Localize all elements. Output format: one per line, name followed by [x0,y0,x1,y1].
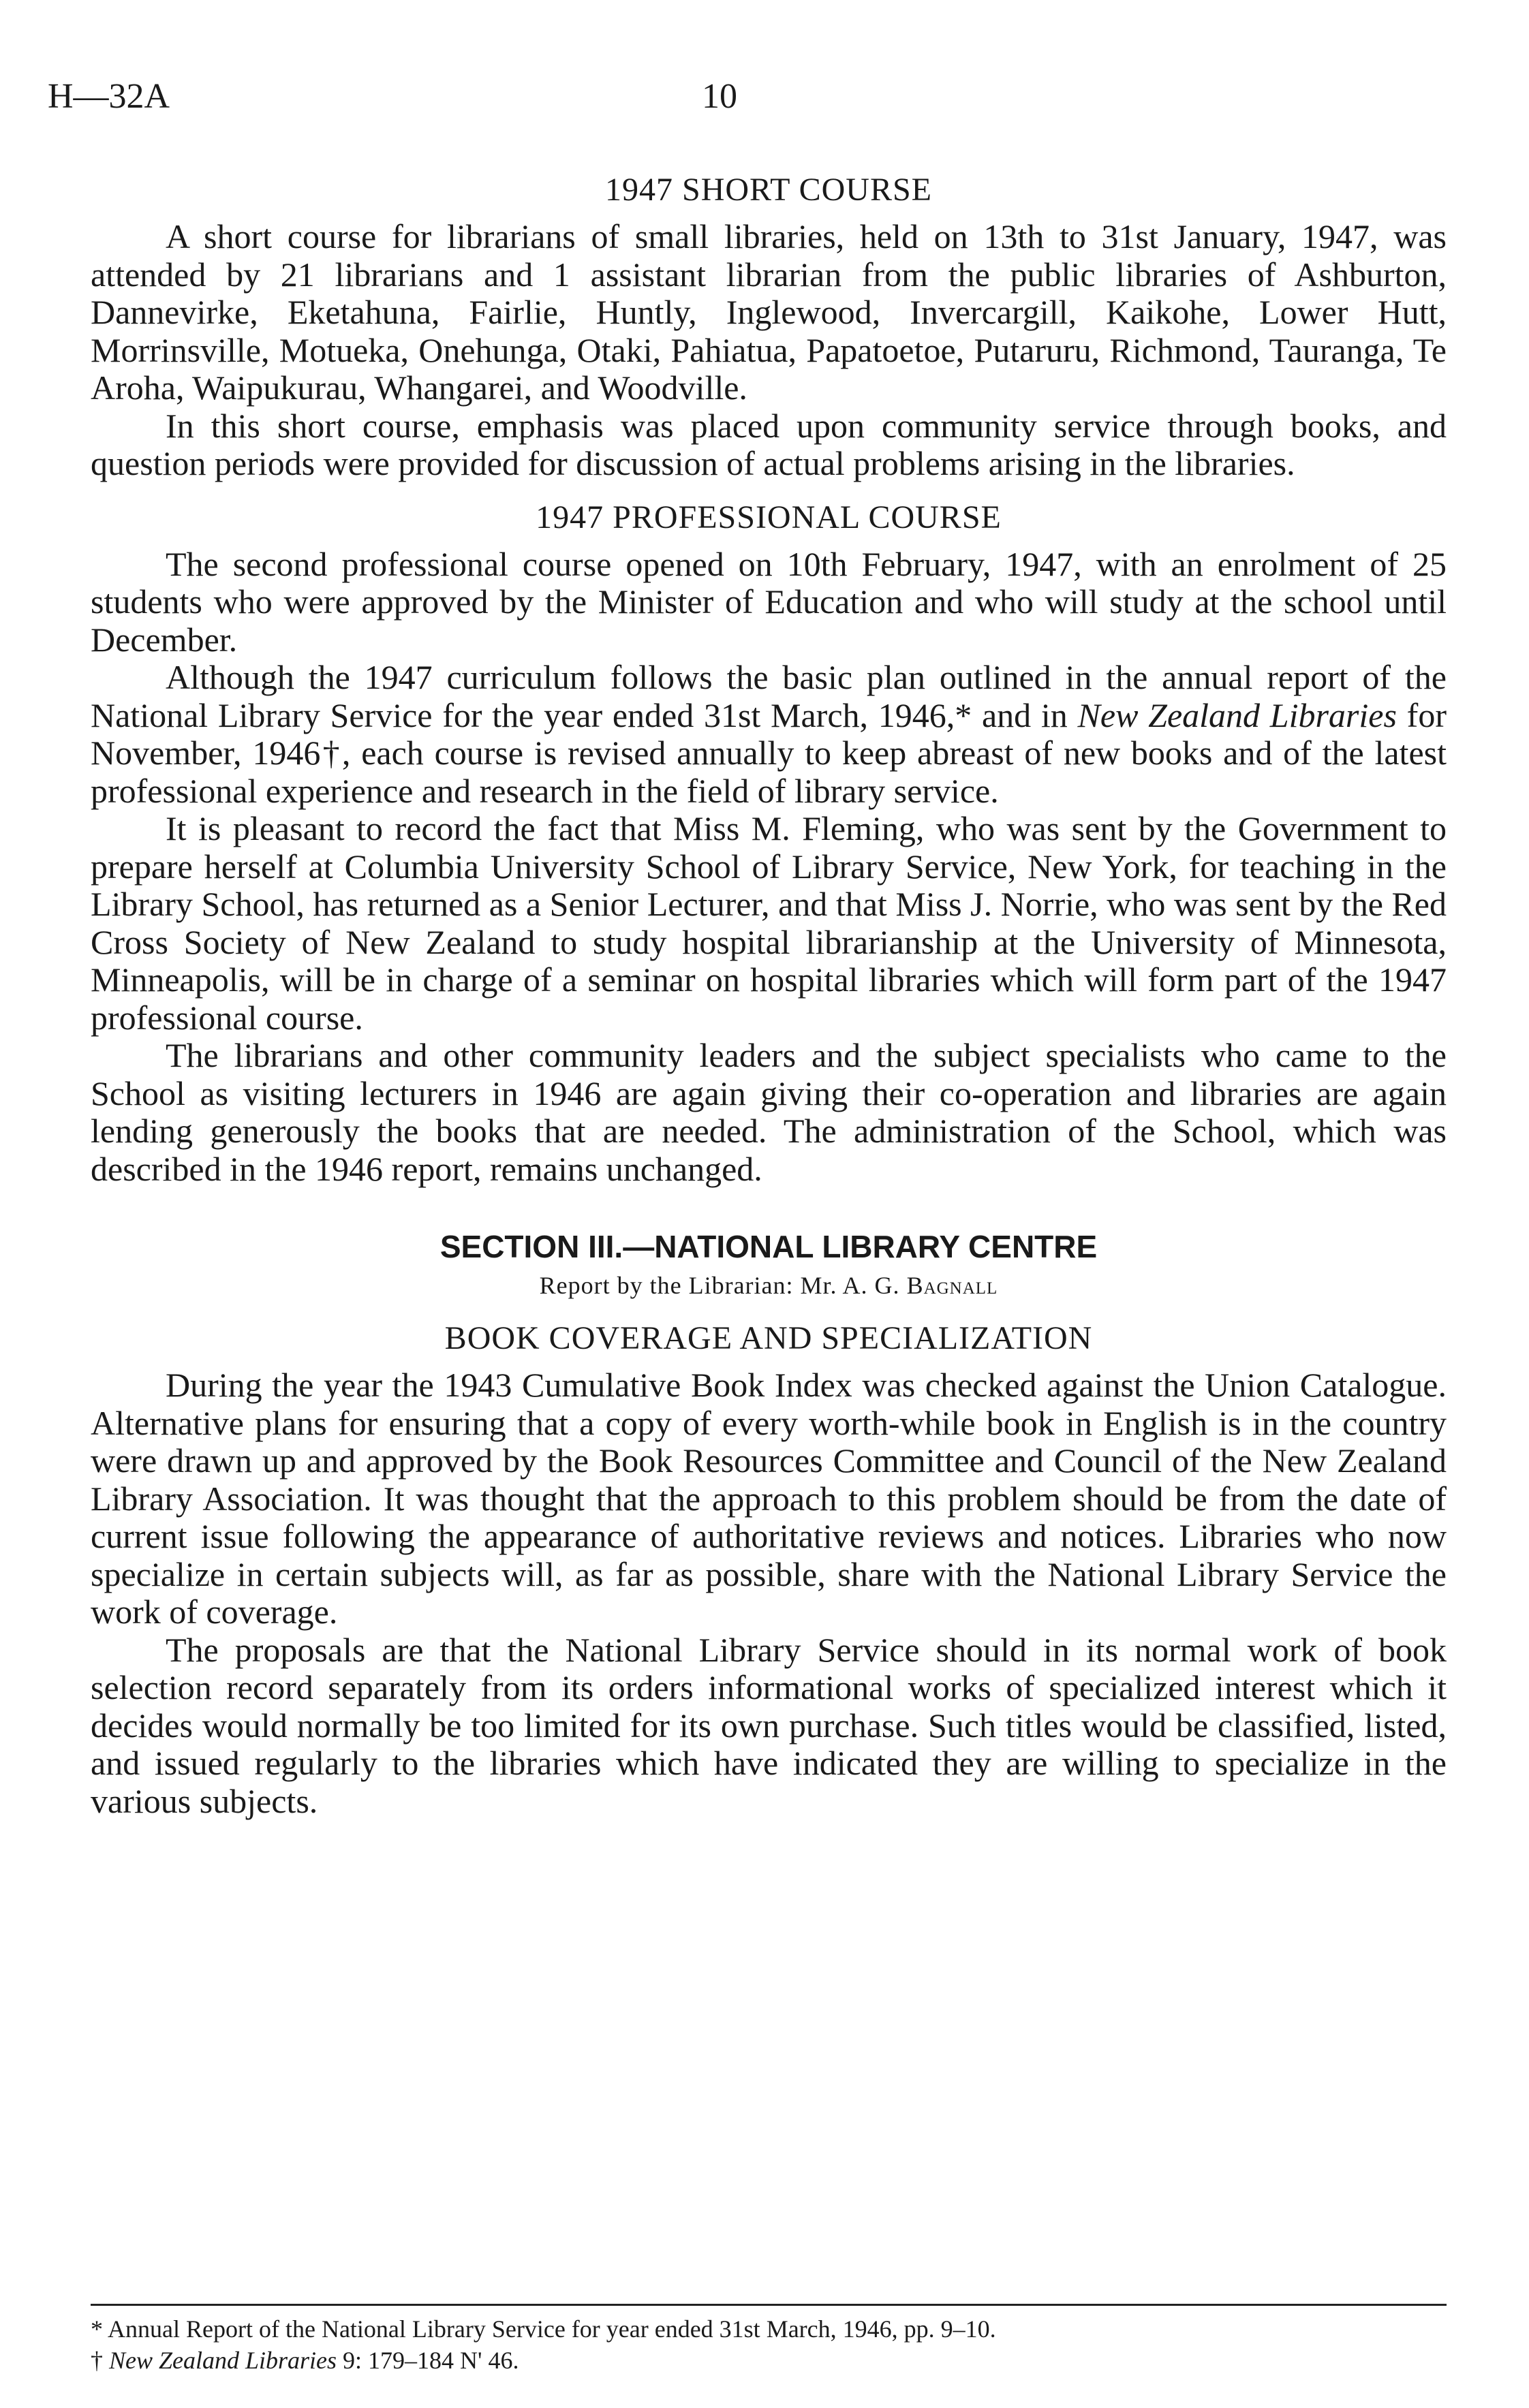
byline-prefix: Report by the Librarian: Mr. A. G. [539,1272,907,1299]
footnotes [91,2313,1447,2376]
paragraph-2-text-a: Although the 1947 curriculum follows the basic plan outlined in the annual report of the National Library Service for the year ended 31st March, 1946,* and in [91,658,1447,734]
professional-course-paragraph-2 [91,659,1447,810]
footnote-divider [91,2304,1447,2306]
book-coverage-paragraph-2: The proposals are that the National Library Service should in its normal work of book selection record separately from its orders informational works of specialized interest which it decides would normally be too limited for its own purchase. Such titles would be classified, listed, and issued regularly to the libraries which have indicated they are willing to specialize in the various subjects. [91,1630,1447,1820]
footnote-2-rest: 9: 179–184 N' 46. [337,2347,519,2374]
footnote-2-mark: † [91,2347,109,2374]
document-reference: H—32A [48,77,170,116]
paragraph-2-text-b: for November, 1946†, each course is revised annually to keep abreast of new books and of the latest professional experience and research in the field of library service. [91,695,1447,810]
professional-course-paragraph-4: The librarians and other community leaders and the subject specialists who came to the School as visiting lecturers in 1946 are again giving their co-operation and libraries are again lending generously the books that are needed. The administration of the School, which was described in the 1946 report, remains unchanged. [91,1036,1447,1188]
page-body [91,170,1447,1820]
book-coverage-paragraph-1: During the year the 1943 Cumulative Book Index was checked against the Union Catalogue. Alternative plans for ensuring that a copy of every worth-while book in English is in the country were drawn up and approved by the Book Resources Committee and Council of the New Zealand Library Association. It was thought that the approach to this problem should be from the date of current issue following the appearance of authoritative reviews and notices. Libraries who now specialize in certain subjects will, as far as possible, share with the National Library Service the work of coverage. [91,1366,1447,1631]
section-byline [91,1270,1447,1301]
short-course-heading: 1947 SHORT COURSE [605,172,932,208]
footnote-2-italic: New Zealand Libraries [109,2347,337,2374]
journal-title-italic: New Zealand Libraries [1077,695,1397,734]
short-course-paragraph-1: A short course for librarians of small libraries, held on 13th to 31st January, 1947, was attended by 21 librarians and 1 assistant librarian from the public libraries of Ashburton, Dannevirke, Eketahuna, Fairlie, Huntly, Inglewood, Invercargill, Kaikohe, Lower Hutt, Morrinsville, Motueka, Onehunga, Otaki, Pahiatua, Papatoetoe, Putaruru, Richmond, Tauranga, Te Aroha, Waipukurau, Whangarei, and Woodville. [91,217,1447,407]
footnote-2 [91,2345,1447,2376]
professional-course-heading: 1947 PROFESSIONAL COURSE [536,499,1002,535]
section-three-title: SECTION III.—NATIONAL LIBRARY CENTRE [439,1229,1098,1264]
short-course-paragraph-2: In this short course, emphasis was placed upon community service through books, and question periods were provided for discussion of actual problems arising in the libraries. [91,406,1447,482]
book-coverage-heading: BOOK COVERAGE AND SPECIALIZATION [444,1320,1093,1356]
professional-course-paragraph-3: It is pleasant to record the fact that Miss M. Fleming, who was sent by the Government to prepare herself at Columbia University School of Library Service, New York, for teaching in the Library School, has returned as a Senior Lecturer, and that Miss J. Norrie, who was sent by the Red Cross Society of New Zealand to study hospital librarianship at the University of Minnesota, Minneapolis, will be in charge of a seminar on hospital libraries which will form part of the 1947 professional course. [91,809,1447,1037]
professional-course-paragraph-1: The second professional course opened on 10th February, 1947, with an enrolment of 25 students who were approved by the Minister of Education and who will study at the school until December. [91,544,1447,659]
footnote-1: * Annual Report of the National Library Service for year ended 31st March, 1946, pp. 9–10. [91,2315,996,2343]
page-number: 10 [702,77,737,116]
byline-name: Bagnall [906,1272,998,1299]
